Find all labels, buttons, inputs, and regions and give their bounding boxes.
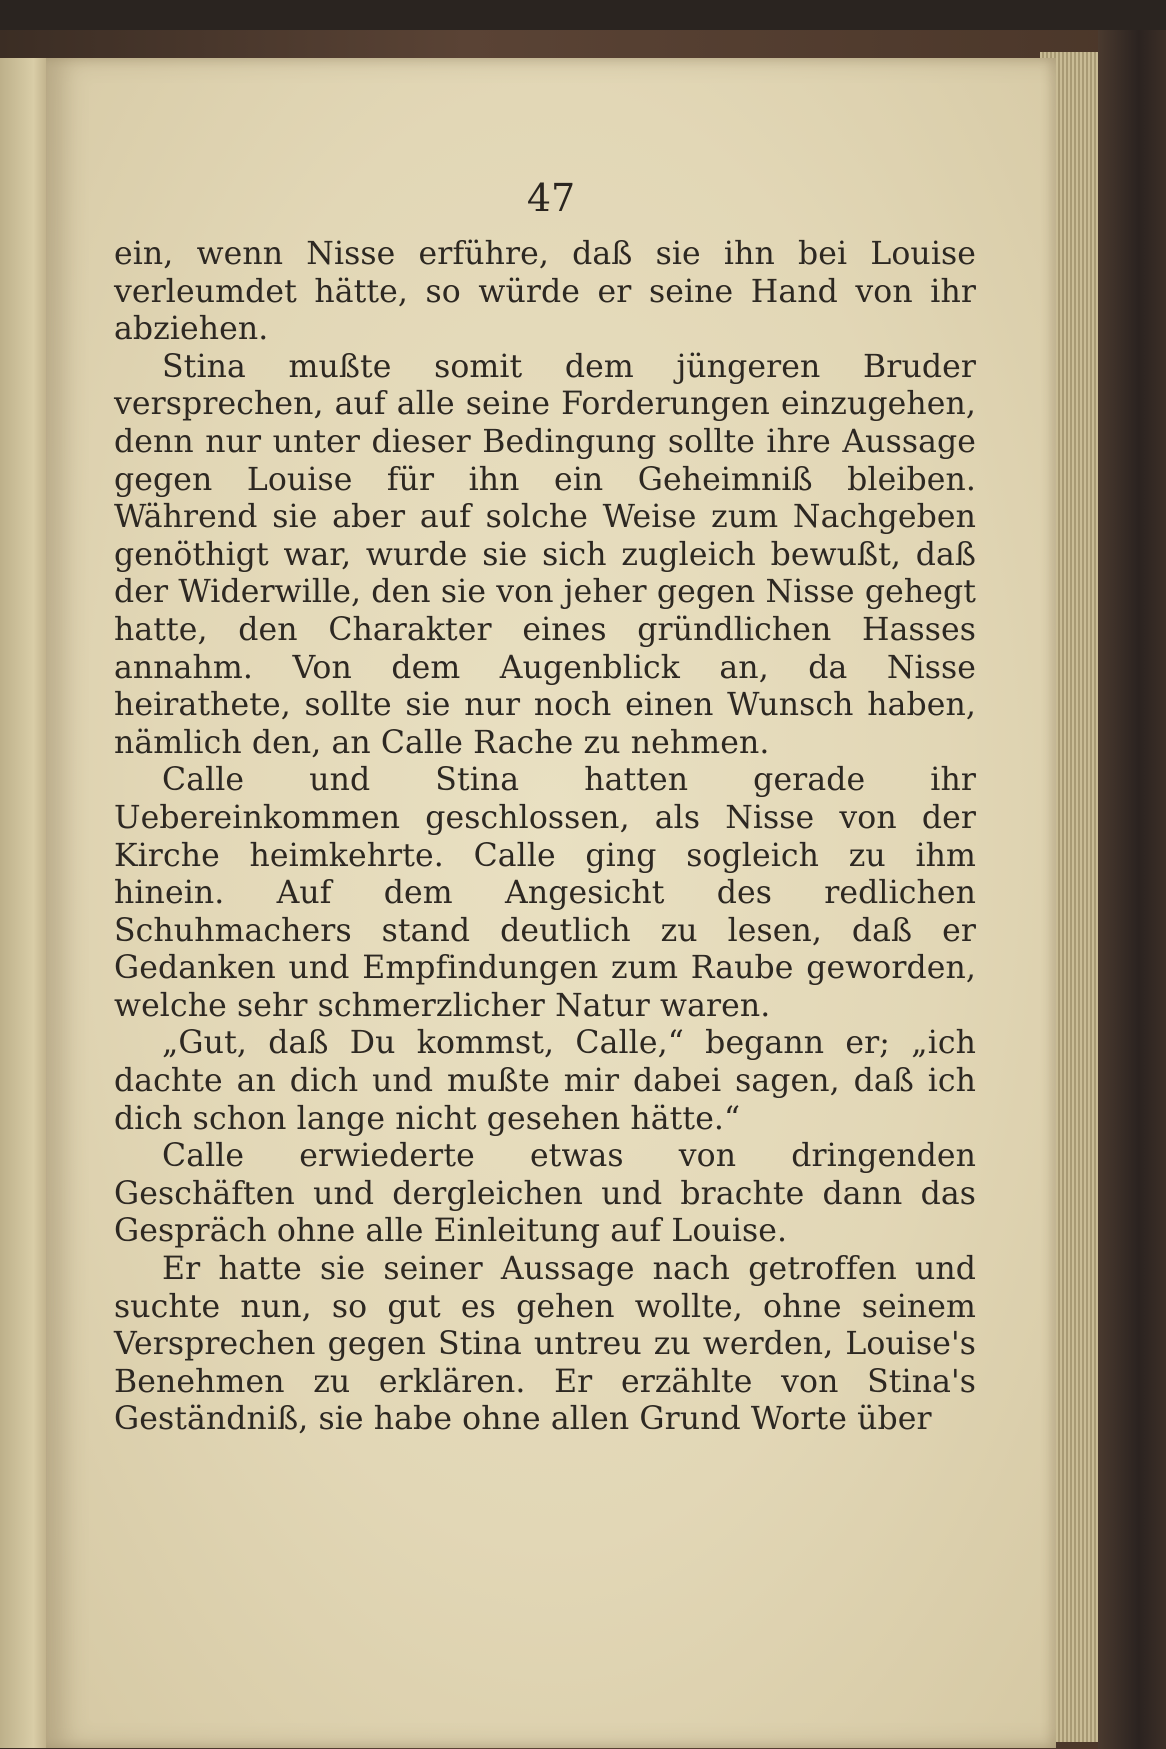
book-spine <box>1098 30 1166 1749</box>
paragraph: Calle erwiederte etwas von dringenden Geschäften und dergleichen und brachte dann das Gespräch ohne alle Einleitung auf Louise. <box>114 1138 976 1250</box>
paragraph: ein, wenn Nisse erführe, daß sie ihn bei Louise verleumdet hätte, so würde er seine Hand von ihr abziehen. <box>114 236 976 348</box>
page-body <box>114 236 976 1439</box>
paragraph: Calle und Stina hatten gerade ihr Uebereinkommen geschlossen, als Nisse von der Kirche heimkehrte. Calle ging sogleich zu ihm hinein. Auf dem Angesicht des redlichen Schuhmachers stand deutlich zu lesen, daß er Gedanken und Empfindungen zum Raube geworden, welche sehr schmerzlicher Natur waren. <box>114 762 976 1024</box>
paragraph: Stina mußte somit dem jüngeren Bruder versprechen, auf alle seine Forderungen einzugehen, denn nur unter dieser Bedingung sollte ihre Aussage gegen Louise für ihn ein Geheimniß bleiben. Während sie aber auf solche Weise zum Nachgeben genöthigt war, wurde sie sich zugleich bewußt, daß der Widerwille, den sie von jeher gegen Nisse gehegt hatte, den Charakter eines gründlichen Hasses annahm. Von dem Augenblick an, da Nisse heirathete, sollte sie nur noch einen Wunsch haben, nämlich den, an Calle Rache zu nehmen. <box>114 348 976 761</box>
left-page-edge <box>0 58 48 1748</box>
paragraph: Er hatte sie seiner Aussage nach getroffen und suchte nun, so gut es gehen wollte, ohne seinem Versprechen gegen Stina untreu zu werden, Louise's Benehmen zu erklären. Er erzählte von Stina's Geständniß, sie habe ohne allen Grund Worte über <box>114 1251 976 1438</box>
paragraph: „Gut, daß Du kommst, Calle,“ begann er; „ich dachte an dich und mußte mir dabei sagen, daß ich dich schon lange nicht gesehen hätte.“ <box>114 1025 976 1137</box>
page-number: 47 <box>526 176 576 220</box>
book-page <box>46 58 1056 1748</box>
